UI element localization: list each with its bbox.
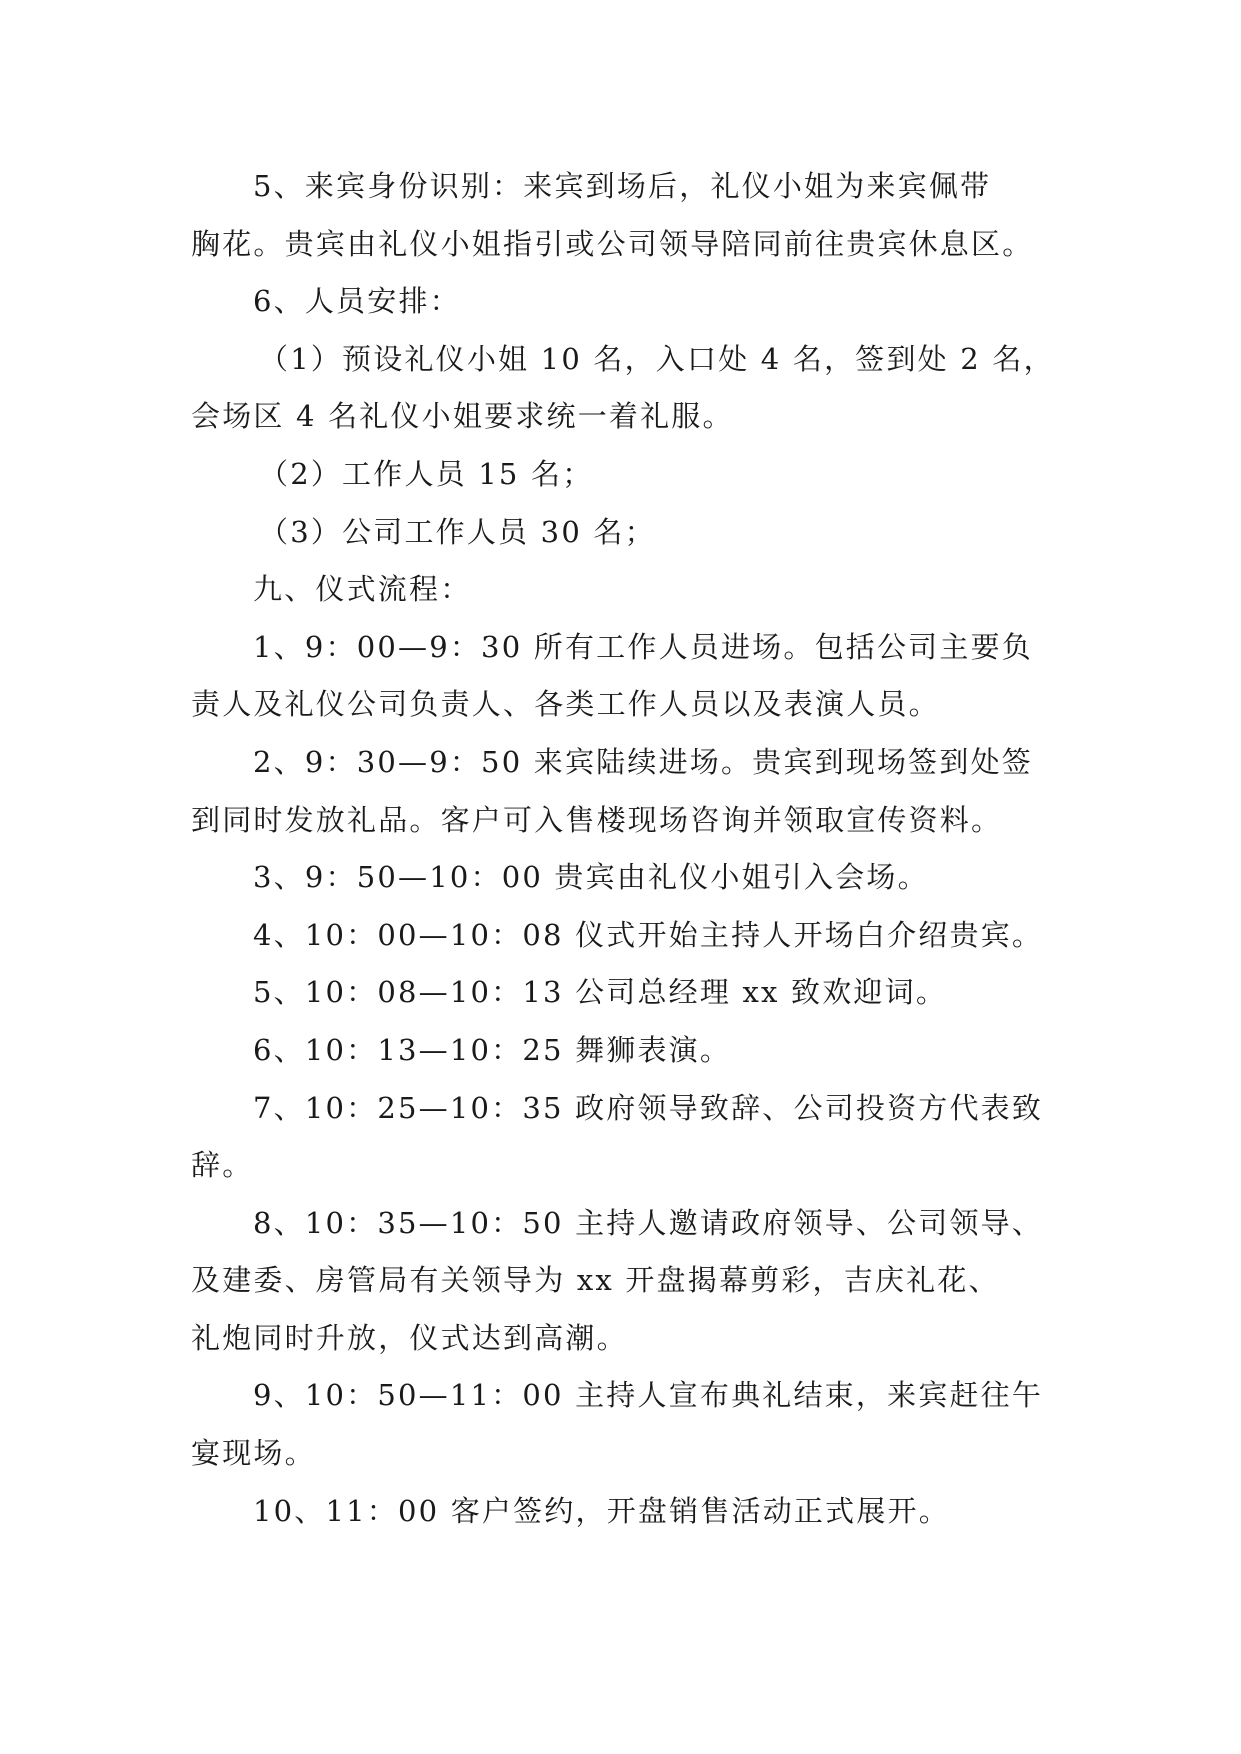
document-body [191, 158, 1055, 1540]
text-line: 10、11：00 客户签约，开盘销售活动正式展开。 [253, 1493, 950, 1528]
text-line: 辞。 [191, 1148, 254, 1183]
text-line: 责人及礼仪公司负责人、各类工作人员以及表演人员。 [191, 687, 940, 722]
text-line: 礼炮同时升放，仪式达到高潮。 [191, 1320, 628, 1355]
text-line: 6、人员安排： [253, 284, 461, 319]
text-line: （2）工作人员 15 名； [259, 456, 594, 491]
text-line: 胸花。贵宾由礼仪小姐指引或公司领导陪同前往贵宾休息区。 [191, 226, 1034, 261]
text-line: （3）公司工作人员 30 名； [259, 514, 656, 549]
text-line: 4、10：00—10：08 仪式开始主持人开场白介绍贵宾。 [253, 917, 1044, 952]
text-line: （1）预设礼仪小姐 10 名，入口处 4 名，签到处 2 名， [259, 341, 1055, 376]
text-line: 宴现场。 [191, 1436, 316, 1471]
text-line: 到同时发放礼品。客户可入售楼现场咨询并领取宣传资料。 [191, 802, 1003, 837]
text-line: 2、9：30—9：50 来宾陆续进场。贵宾到现场签到处签 [253, 744, 1033, 779]
text-line: 3、9：50—10：00 贵宾由礼仪小姐引入会场。 [253, 860, 929, 895]
text-line: 7、10：25—10：35 政府领导致辞、公司投资方代表致 [253, 1090, 1044, 1125]
text-line: 及建委、房管局有关领导为 xx 开盘揭幕剪彩，吉庆礼花、 [191, 1263, 1000, 1298]
text-line: 6、10：13—10：25 舞狮表演。 [253, 1032, 732, 1067]
text-line: 5、来宾身份识别：来宾到场后，礼仪小姐为来宾佩带 [253, 169, 992, 203]
text-line: 会场区 4 名礼仪小姐要求统一着礼服。 [191, 399, 734, 434]
text-line: 1、9：00—9：30 所有工作人员进场。包括公司主要负 [253, 629, 1033, 664]
text-line: 8、10：35—10：50 主持人邀请政府领导、公司领导、 [253, 1205, 1044, 1240]
text-line: 5、10：08—10：13 公司总经理 xx 致欢迎词。 [253, 975, 948, 1010]
section-heading: 九、仪式流程： [253, 572, 472, 607]
text-line: 9、10：50—11：00 主持人宣布典礼结束，来宾赶往午 [253, 1378, 1044, 1413]
